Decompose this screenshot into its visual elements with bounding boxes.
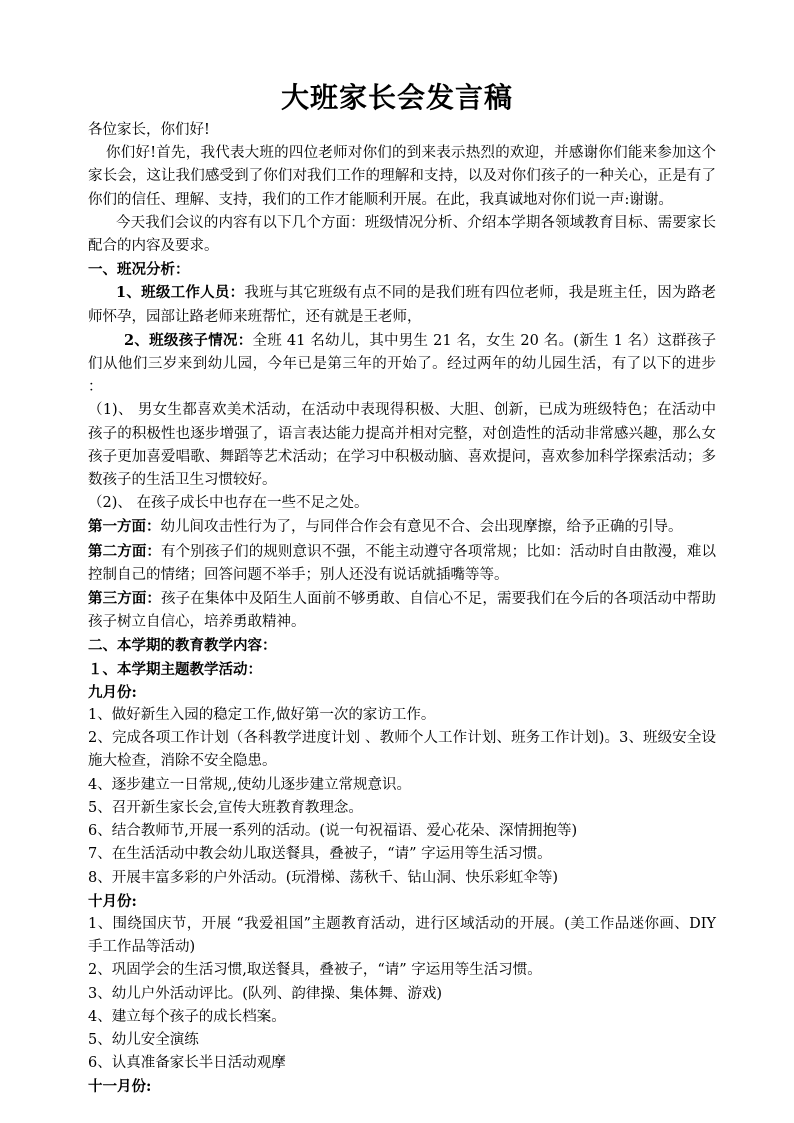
- aspect2-label: 第二方面：: [88, 542, 162, 560]
- aspect2-text: 有个别孩子们的规则意识不强，不能主动遵守各项常规；比如：活动时自由散漫，难以控制自己的情绪；回答问题不举手；别人还没有说话就插嘴等等。: [88, 543, 717, 583]
- staff-label: 1、班级工作人员：: [116, 284, 245, 302]
- progress-paragraph: （1)、 男女生都喜欢美术活动，在活动中表现得积极、大胆、创新，已成为班级特色；在活动中孩子的积极性也逐步增强了，语言表达能力提高并相对完整，对创造性的活动非常感兴趣，那么女孩子更加喜爱唱歌、舞蹈等艺术活动；在学习中积极动脑、喜欢提问，喜欢参加科学探索活动；多数孩子的生活卫生习惯较好。: [88, 402, 716, 489]
- agenda-paragraph: 今天我们会议的内容有以下几个方面：班级情况分析、介绍本学期各领域教育目标、需要家长配合的内容及要求。: [88, 214, 716, 255]
- staff-text: 我班与其它班级有点不同的是我们班有四位老师，我是班主任，因为路老师怀孕，园部让路老师来班帮忙，还有就是王老师，: [88, 285, 717, 325]
- aspect1-text: 幼儿间攻击性行为了，与同伴合作会有意见不合、会出现摩擦，给予正确的引导。: [160, 519, 683, 536]
- list-item: 2、巩固学会的生活习惯,取送餐具，叠被子，“请” 字运用等生活习惯。: [88, 962, 542, 979]
- document-title: 大班家长会发言稿: [280, 81, 513, 114]
- aspect3-paragraph: [88, 587, 716, 634]
- aspect3-label: 第三方面：: [88, 590, 162, 608]
- document-body: [88, 119, 716, 1099]
- children-paragraph: [88, 329, 716, 400]
- list-item: 3、幼儿户外活动评比。(队列、韵律操、集体舞、游戏): [88, 985, 443, 1002]
- list-item: 5、召开新生家长会,宣传大班教育教理念。: [88, 799, 363, 816]
- list-item: 4、建立每个孩子的成长档案。: [88, 1008, 286, 1025]
- intro-paragraph: 你们好!首先，我代表大班的四位老师对你们的到来表示热烈的欢迎，并感谢你们能来参加这个家长会，这让我们感受到了你们对我们工作的理解和支持，以及对你们孩子的一种关心，正是有了你们的信任、理解、支持，我们的工作才能顺利开展。在此，我真诚地对你们说一声:谢谢。: [88, 145, 716, 208]
- aspect1-label: 第一方面：: [88, 518, 161, 536]
- september-label: 九月份:: [88, 683, 137, 701]
- children-label: 2、班级孩子情况：: [124, 331, 253, 349]
- aspect2-paragraph: [88, 540, 716, 587]
- list-item: 1、围绕国庆节，开展 “我爱祖国”主题教育活动，进行区域活动的开展。(美工作品迷你画、DIY 手工作品等活动): [88, 915, 716, 956]
- list-item: 8、开展丰富多彩的户外活动。(玩滑梯、荡秋千、钻山洞、快乐彩虹伞等): [88, 869, 559, 886]
- october-label: 十月份:: [88, 892, 137, 910]
- list-item: 7、在生活活动中教会幼儿取送餐具，叠被子，“请” 字运用等生活习惯。: [88, 846, 552, 863]
- list-item: 6、认真准备家长半日活动观摩: [88, 1055, 286, 1072]
- list-item: 1、做好新生入园的稳定工作,做好第一次的家访工作。: [88, 707, 436, 724]
- list-item: 5、幼儿安全演练: [88, 1031, 199, 1048]
- november-label: 十一月份:: [88, 1078, 152, 1096]
- shortcomings-paragraph: （2)、 在孩子成长中也存在一些不足之处。: [88, 495, 369, 512]
- aspect3-text: 孩子在集体中及陌生人面前不够勇敢、自信心不足，需要我们在今后的各项活动中帮助孩子树立自信心，培养勇敢精神。: [88, 591, 717, 631]
- children-text: 全班 41 名幼儿，其中男生 21 名，女生 20 名。(新生 1 名）这群孩子们从他们三岁来到幼儿园，今年已是第三年的开始了。经过两年的幼儿园生活，有了以下的进步 ：: [88, 332, 717, 396]
- list-item: 2、完成各项工作计划（各科教学进度计划 、教师个人工作计划、班务工作计划)。3、班级安全设施大检查，消除不安全隐患。: [88, 730, 716, 770]
- list-item: 6、结合教师节,开展一系列的活动。(说一句祝福语、爱心花朵、深情拥抱等): [88, 823, 578, 840]
- section1-heading: 一、班况分析：: [88, 261, 190, 279]
- greeting: 各位家长，你们好!: [88, 122, 210, 138]
- staff-paragraph: [88, 281, 716, 328]
- section2-subheading: １、本学期主题教学活动：: [88, 660, 262, 678]
- section2-heading: 二、本学期的教育教学内容：: [88, 637, 277, 655]
- list-item: 4、逐步建立一日常规,,使幼儿逐步建立常规意识。: [88, 776, 411, 793]
- aspect1-paragraph: [88, 515, 716, 539]
